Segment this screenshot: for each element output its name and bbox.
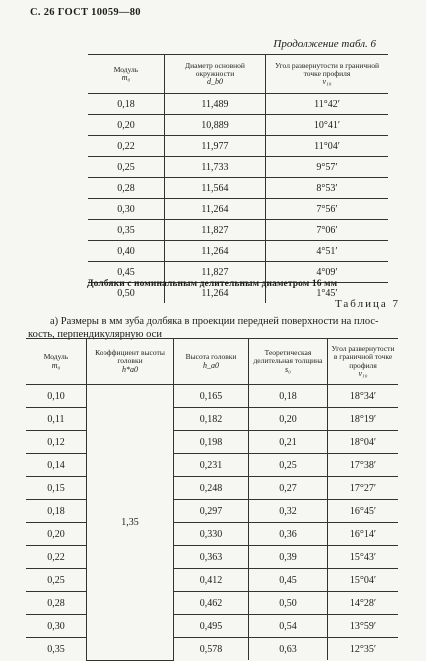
- height-cell: 0,330: [174, 523, 249, 546]
- thickness-cell: 0,50: [249, 592, 328, 615]
- col-label: Теоретическая делительная толщина: [253, 347, 323, 366]
- col-symbol: d_b0: [207, 77, 223, 86]
- coefficient-cell: 1,35: [87, 385, 174, 661]
- height-cell: 0,165: [174, 385, 249, 408]
- angle-cell: 7°06′: [266, 220, 389, 241]
- table-row: [88, 241, 388, 262]
- table-row: [26, 408, 398, 431]
- diameter-cell: 10,889: [165, 115, 266, 136]
- col-symbol: h_a0: [203, 360, 219, 370]
- thickness-cell: 0,27: [249, 477, 328, 500]
- thickness-cell: 0,39: [249, 546, 328, 569]
- height-cell: 0,363: [174, 546, 249, 569]
- angle-cell: 11°42′: [266, 94, 389, 115]
- col-symbol: s₀: [285, 364, 291, 374]
- height-cell: 0,248: [174, 477, 249, 500]
- module-cell: 0,15: [26, 477, 87, 500]
- table-7-col-thickness: [249, 339, 328, 385]
- table-row: [88, 199, 388, 220]
- col-label: Диаметр основной окружности: [185, 61, 245, 78]
- height-cell: 0,231: [174, 454, 249, 477]
- table-continuation-label: Продолжение табл. 6: [273, 38, 376, 50]
- angle-cell: 18°34′: [328, 385, 399, 408]
- table-6-col-angle: [266, 55, 389, 94]
- angle-cell: 14°28′: [328, 592, 399, 615]
- diameter-cell: 11,264: [201, 287, 229, 299]
- module-cell: 0,45: [88, 262, 165, 283]
- table-row: [26, 523, 398, 546]
- angle-cell: 4°51′: [266, 241, 389, 262]
- thickness-cell: 0,36: [249, 523, 328, 546]
- table-6-col-module: [88, 55, 165, 94]
- table-row: [88, 157, 388, 178]
- thickness-cell: 0,32: [249, 500, 328, 523]
- module-cell: 0,50: [88, 283, 165, 304]
- angle-cell: 9°57′: [266, 157, 389, 178]
- module-cell: 0,20: [26, 523, 87, 546]
- description-line-2: кость, перпендикулярную оси: [28, 329, 162, 340]
- diameter-cell: 11,733: [165, 157, 266, 178]
- table-7-col-height: [174, 339, 249, 385]
- angle-cell: 15°04′: [328, 569, 399, 592]
- table-row: [26, 592, 398, 615]
- thickness-cell: 0,20: [249, 408, 328, 431]
- angle-cell: 16°14′: [328, 523, 399, 546]
- height-cell: 0,198: [174, 431, 249, 454]
- diameter-cell: 11,564: [165, 178, 266, 199]
- height-cell: 0,297: [174, 500, 249, 523]
- module-cell: 0,10: [26, 385, 87, 408]
- col-symbol: m₀: [121, 73, 131, 82]
- angle-cell: 15°43′: [328, 546, 399, 569]
- section-title: Долбяки с номинальным делительным диаметром 16 мм: [87, 279, 338, 289]
- module-cell: 0,25: [26, 569, 87, 592]
- height-cell: 0,578: [174, 638, 249, 661]
- col-label: Угол развернутости в граничной точке профиля: [331, 343, 395, 370]
- thickness-cell: 0,18: [249, 385, 328, 408]
- angle-cell: 18°04′: [328, 431, 399, 454]
- angle-cell: 11°04′: [266, 136, 389, 157]
- page-header: С. 26 ГОСТ 10059—80: [30, 7, 141, 18]
- table-row: [26, 431, 398, 454]
- table-7: [26, 338, 398, 661]
- table-7-col-angle: [328, 339, 399, 385]
- table-row: [26, 638, 398, 661]
- table-row: [26, 454, 398, 477]
- table-row: [26, 500, 398, 523]
- module-cell: 0,11: [26, 408, 87, 431]
- angle-cell: 17°38′: [328, 454, 399, 477]
- thickness-cell: 0,63: [249, 638, 328, 661]
- col-symbol: ν₁₀: [358, 369, 368, 378]
- module-cell: 0,40: [88, 241, 165, 262]
- module-cell: 0,35: [47, 643, 65, 655]
- module-cell: 0,35: [88, 220, 165, 241]
- module-cell: 0,12: [26, 431, 87, 454]
- thickness-cell: 0,21: [249, 431, 328, 454]
- diameter-cell: 11,977: [165, 136, 266, 157]
- table-7-header-row: [26, 339, 398, 385]
- col-label: Высота головки: [185, 352, 237, 361]
- thickness-cell: 0,45: [249, 569, 328, 592]
- diameter-cell: 11,489: [165, 94, 266, 115]
- table-row: [88, 220, 388, 241]
- angle-cell: 10°41′: [266, 115, 389, 136]
- height-cell: 0,412: [174, 569, 249, 592]
- module-cell: 0,30: [26, 615, 87, 638]
- module-cell: 0,22: [88, 136, 165, 157]
- angle-cell: 1°45′: [266, 283, 389, 304]
- angle-cell: 13°59′: [328, 615, 399, 638]
- table-row: [26, 385, 398, 408]
- module-cell: 0,20: [88, 115, 165, 136]
- diameter-cell: 11,827: [165, 262, 266, 283]
- module-cell: 0,18: [88, 94, 165, 115]
- description-line-1: а) Размеры в мм зуба долбяка в проекции передней поверхности на плос-: [50, 316, 379, 327]
- table-row: [88, 178, 388, 199]
- height-cell: 0,182: [174, 408, 249, 431]
- table-row: [26, 569, 398, 592]
- module-cell: 0,22: [26, 546, 87, 569]
- col-symbol: m₀: [51, 360, 61, 370]
- table-6-col-diameter: [165, 55, 266, 94]
- col-label: Коэффициент высоты головки: [95, 347, 165, 366]
- col-label: Модуль: [43, 352, 69, 361]
- module-cell: 0,14: [26, 454, 87, 477]
- module-cell: 0,28: [88, 178, 165, 199]
- module-cell: 0,30: [88, 199, 165, 220]
- table-6-header-row: [88, 55, 388, 94]
- angle-cell: 4°09′: [266, 262, 389, 283]
- table-row: [88, 115, 388, 136]
- angle-cell: 8°53′: [266, 178, 389, 199]
- col-symbol: h*a0: [122, 364, 138, 374]
- table-row: [26, 477, 398, 500]
- angle-cell: 7°56′: [266, 199, 389, 220]
- height-cell: 0,462: [174, 592, 249, 615]
- thickness-cell: 0,54: [249, 615, 328, 638]
- diameter-cell: 11,264: [165, 241, 266, 262]
- height-cell: 0,495: [174, 615, 249, 638]
- table-7-col-module: [26, 339, 87, 385]
- col-symbol: ν₁₀: [322, 77, 332, 86]
- module-cell: 0,18: [26, 500, 87, 523]
- angle-cell: 12°35′: [328, 638, 399, 661]
- col-label: Модуль: [113, 65, 139, 74]
- module-cell: 0,25: [88, 157, 165, 178]
- table-row: [26, 615, 398, 638]
- table-7-col-coefficient: [87, 339, 174, 385]
- table-row: [88, 94, 388, 115]
- table-row: [26, 546, 398, 569]
- angle-cell: 17°27′: [328, 477, 399, 500]
- diameter-cell: 11,827: [165, 220, 266, 241]
- table-6: [88, 54, 388, 303]
- module-cell: 0,28: [26, 592, 87, 615]
- angle-cell: 18°19′: [328, 408, 399, 431]
- diameter-cell: 11,264: [165, 199, 266, 220]
- table-7-label: Таблица 7: [334, 298, 400, 310]
- thickness-cell: 0,25: [249, 454, 328, 477]
- table-row: [88, 136, 388, 157]
- col-label: Угол развернутости в граничной точке профиля: [275, 61, 379, 78]
- angle-cell: 16°45′: [328, 500, 399, 523]
